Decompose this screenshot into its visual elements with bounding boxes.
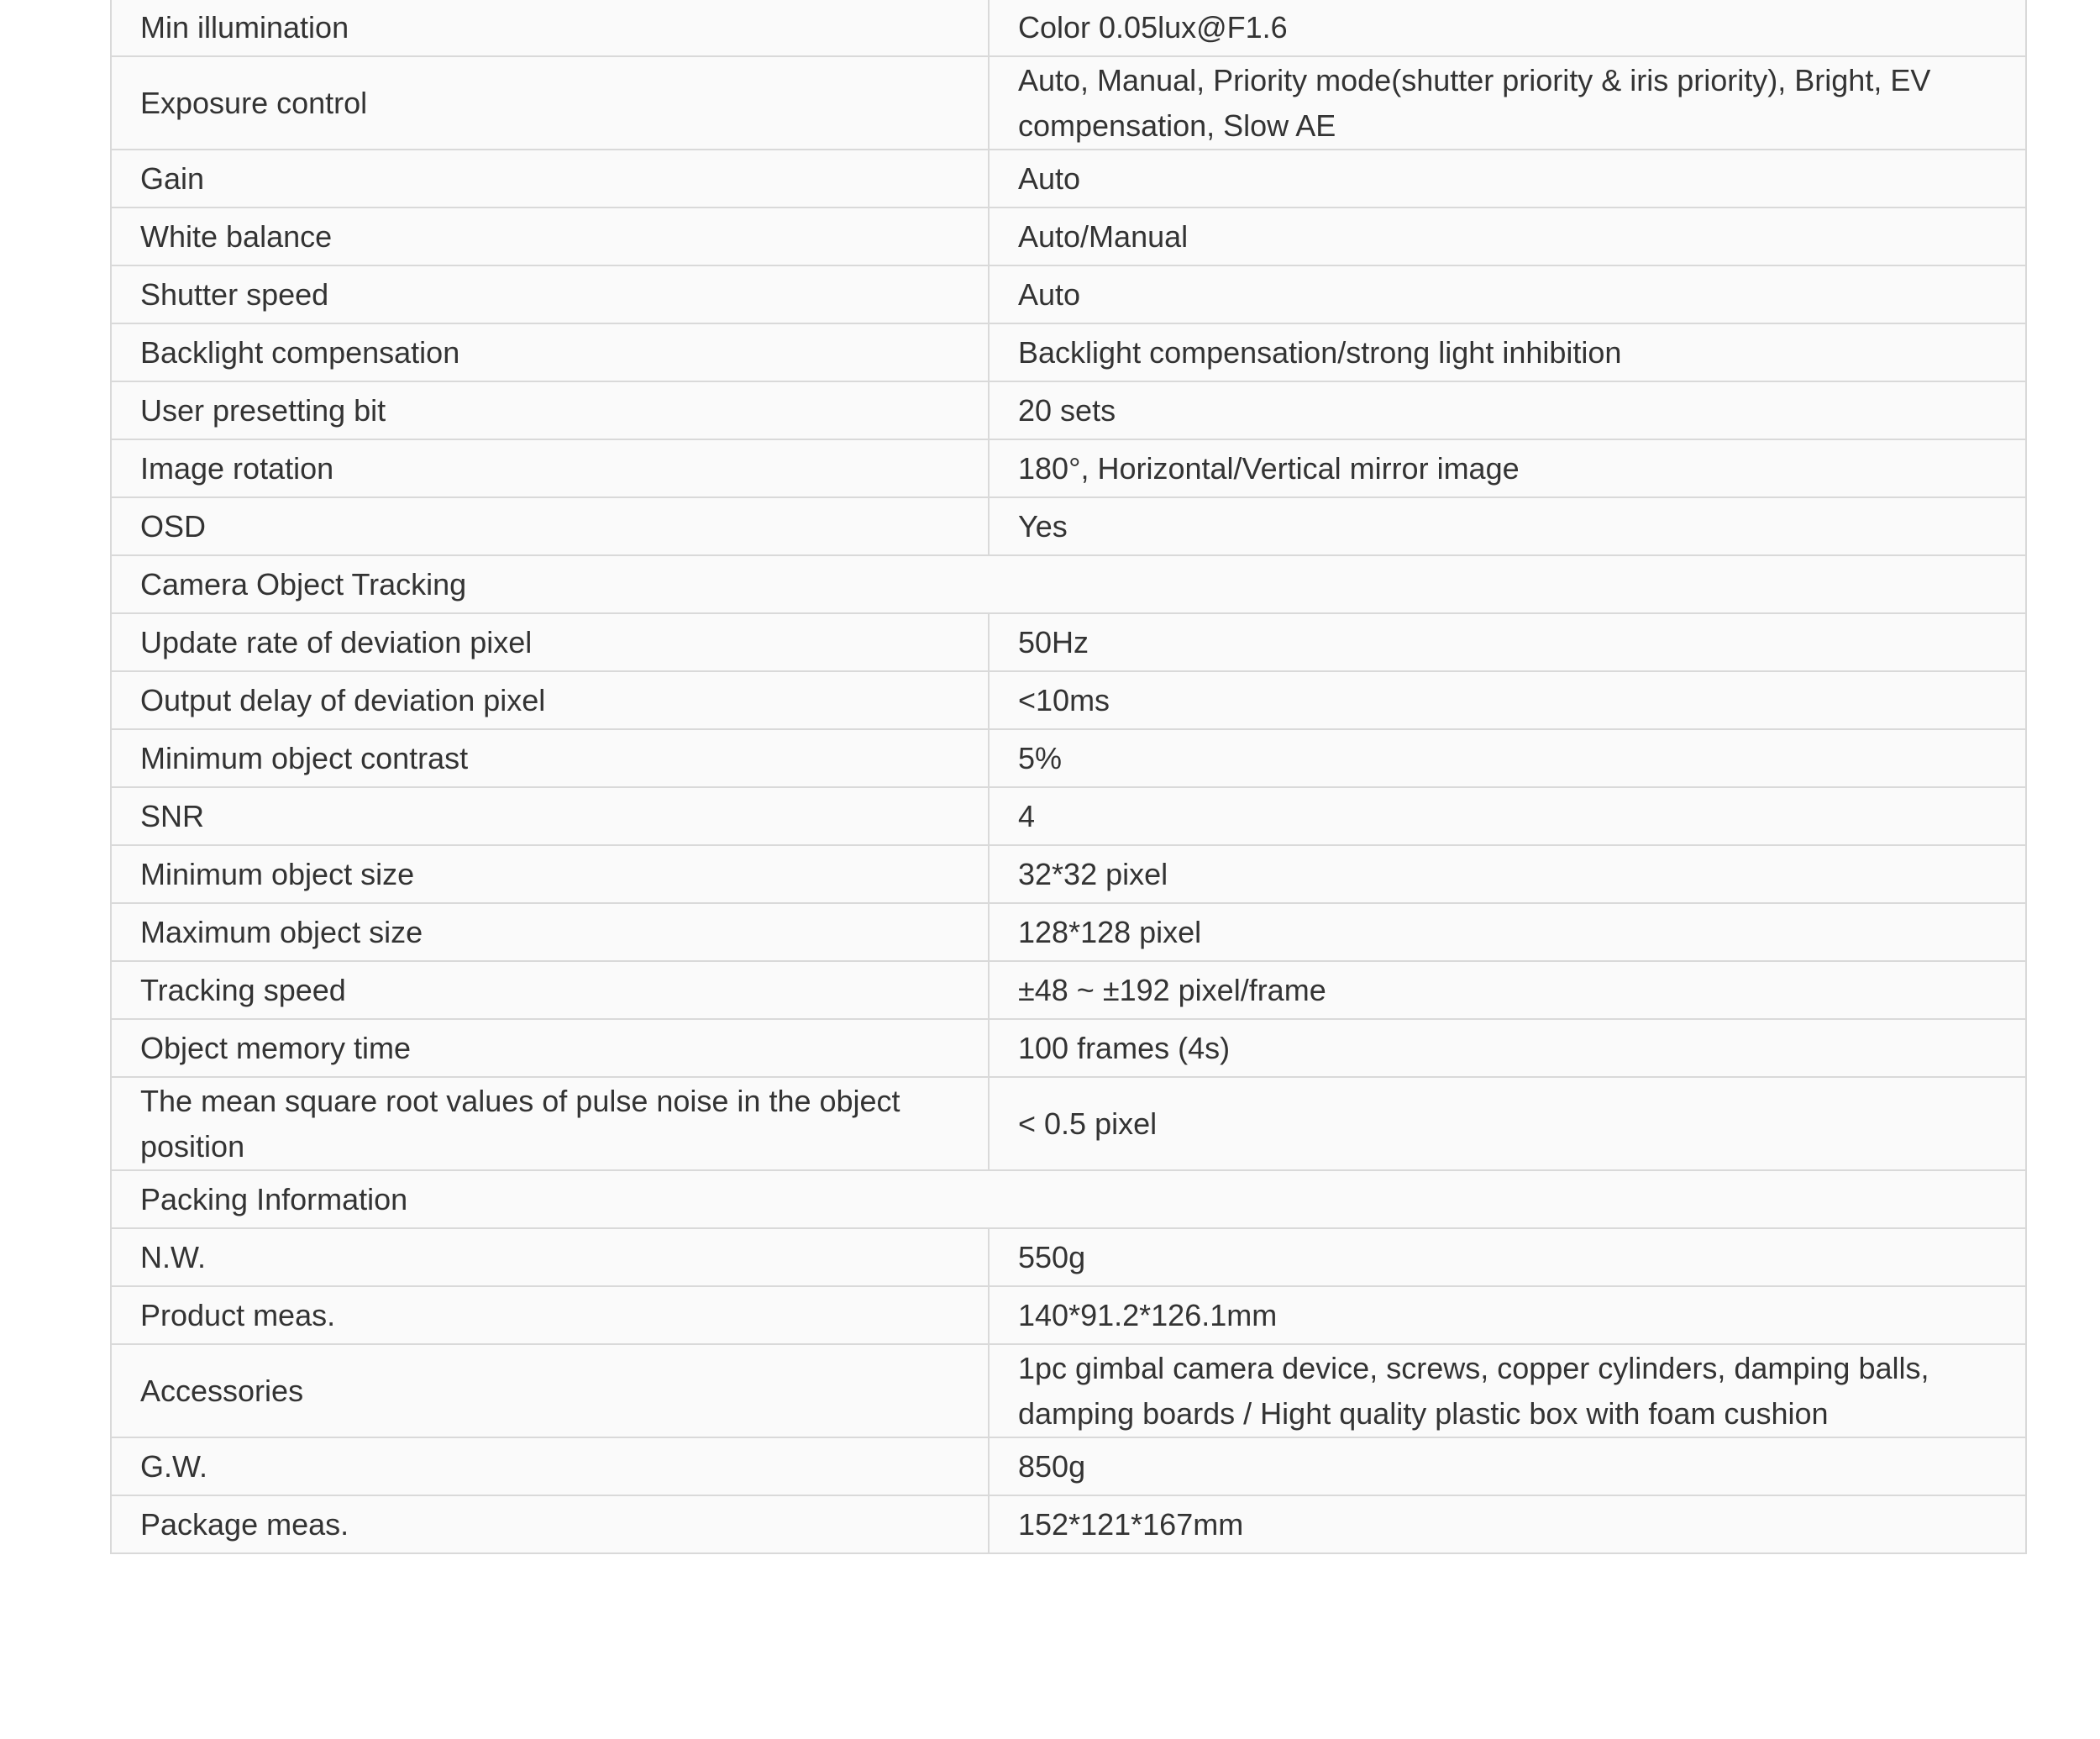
spec-label: N.W. [111,1228,989,1286]
spec-value: Backlight compensation/strong light inhibition [989,323,2026,381]
spec-label: Exposure control [111,56,989,150]
spec-value: 140*91.2*126.1mm [989,1286,2026,1344]
spec-value: Yes [989,497,2026,555]
table-row [111,1437,2026,1495]
spec-value: < 0.5 pixel [989,1077,2026,1170]
table-row [111,497,2026,555]
spec-value: 152*121*167mm [989,1495,2026,1553]
spec-value: 128*128 pixel [989,903,2026,961]
table-row [111,1286,2026,1344]
table-row [111,1077,2026,1170]
spec-value: 100 frames (4s) [989,1019,2026,1077]
spec-label: Minimum object contrast [111,729,989,787]
spec-value: 550g [989,1228,2026,1286]
spec-label: Image rotation [111,439,989,497]
spec-label: Output delay of deviation pixel [111,671,989,729]
table-row [111,1344,2026,1437]
spec-label: Tracking speed [111,961,989,1019]
spec-label: Backlight compensation [111,323,989,381]
section-header-row [111,555,2026,613]
spec-label: Minimum object size [111,845,989,903]
section-header: Camera Object Tracking [111,555,2026,613]
spec-table [110,0,2027,1554]
spec-value: 20 sets [989,381,2026,439]
spec-value: Auto, Manual, Priority mode(shutter priority & iris priority), Bright, EV compensation, Slow AE [989,56,2026,150]
spec-value: 5% [989,729,2026,787]
table-row [111,1019,2026,1077]
spec-value: Auto/Manual [989,208,2026,265]
spec-label: SNR [111,787,989,845]
table-row [111,1495,2026,1553]
table-row [111,381,2026,439]
spec-label: OSD [111,497,989,555]
table-row [111,613,2026,671]
spec-label: Package meas. [111,1495,989,1553]
spec-value: 850g [989,1437,2026,1495]
section-header: Packing Information [111,1170,2026,1228]
spec-label: Shutter speed [111,265,989,323]
spec-label: Gain [111,150,989,208]
spec-label: User presetting bit [111,381,989,439]
spec-label: Maximum object size [111,903,989,961]
spec-label: G.W. [111,1437,989,1495]
table-row [111,961,2026,1019]
table-row [111,845,2026,903]
spec-label: Product meas. [111,1286,989,1344]
spec-label: Object memory time [111,1019,989,1077]
spec-label: White balance [111,208,989,265]
spec-value: <10ms [989,671,2026,729]
spec-label: The mean square root values of pulse noise in the object position [111,1077,989,1170]
table-row [111,903,2026,961]
spec-value: 4 [989,787,2026,845]
spec-label: Accessories [111,1344,989,1437]
table-row [111,787,2026,845]
spec-value: 32*32 pixel [989,845,2026,903]
spec-value: ±48 ~ ±192 pixel/frame [989,961,2026,1019]
table-row [111,1228,2026,1286]
table-row [111,265,2026,323]
table-row [111,56,2026,150]
table-row [111,729,2026,787]
spec-value: Color 0.05lux@F1.6 [989,0,2026,56]
table-row [111,0,2026,56]
spec-value: Auto [989,150,2026,208]
spec-value: 1pc gimbal camera device, screws, copper cylinders, damping balls, damping boards / Hight quality plastic box with foam cushion [989,1344,2026,1437]
table-row [111,323,2026,381]
table-row [111,208,2026,265]
table-row [111,439,2026,497]
spec-value: 180°, Horizontal/Vertical mirror image [989,439,2026,497]
spec-table-body [111,0,2026,1553]
table-row [111,671,2026,729]
spec-value: Auto [989,265,2026,323]
section-header-row [111,1170,2026,1228]
spec-label: Update rate of deviation pixel [111,613,989,671]
table-row [111,150,2026,208]
spec-value: 50Hz [989,613,2026,671]
spec-label: Min illumination [111,0,989,56]
